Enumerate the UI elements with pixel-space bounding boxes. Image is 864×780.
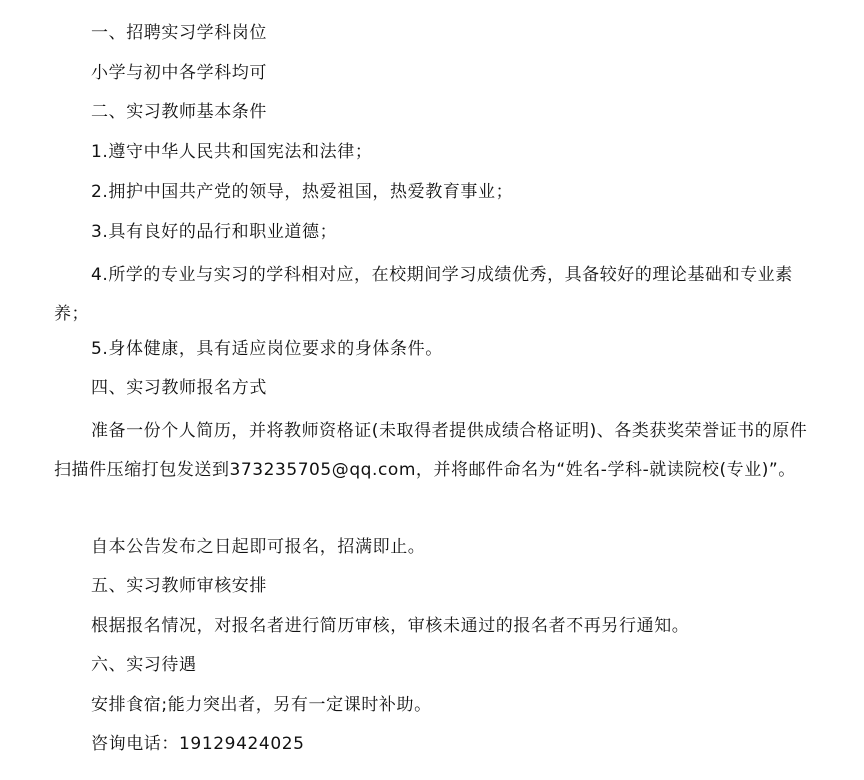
requirement-5: 5.身体健康，具有适应岗位要求的身体条件。	[91, 339, 443, 359]
requirement-3: 3.具有良好的品行和职业道德；	[91, 222, 338, 242]
application-period: 自本公告发布之日起即可报名，招满即止。	[91, 537, 426, 557]
requirement-1: 1.遵守中华人民共和国宪法和法律；	[91, 142, 373, 162]
heading-requirements: 二、实习教师基本条件	[91, 102, 267, 122]
heading-review: 五、实习教师审核安排	[91, 576, 267, 596]
benefits-text: 安排食宿;能力突出者，另有一定课时补助。	[91, 695, 432, 715]
heading-application: 四、实习教师报名方式	[91, 378, 267, 398]
heading-benefits: 六、实习待遇	[91, 655, 197, 675]
contact-phone: 咨询电话：19129424025	[91, 734, 305, 754]
positions-text: 小学与初中各学科均可	[91, 63, 267, 83]
requirement-2: 2.拥护中国共产党的领导，热爱祖国，热爱教育事业；	[91, 182, 514, 202]
review-text: 根据报名情况，对报名者进行简历审核，审核未通过的报名者不再另行通知。	[91, 616, 690, 636]
application-method: 准备一份个人简历，并将教师资格证(未取得者提供成绩合格证明)、各类获奖荣誉证书的原件扫描件压缩打包发送到373235705@qq.com，并将邮件命名为“姓名-学科-就读院校(专业)”。	[54, 421, 808, 480]
requirement-4: 4.所学的专业与实习的学科相对应，在校期间学习成绩优秀，具备较好的理论基础和专业素养；	[54, 265, 793, 324]
heading-positions: 一、招聘实习学科岗位	[91, 23, 267, 43]
